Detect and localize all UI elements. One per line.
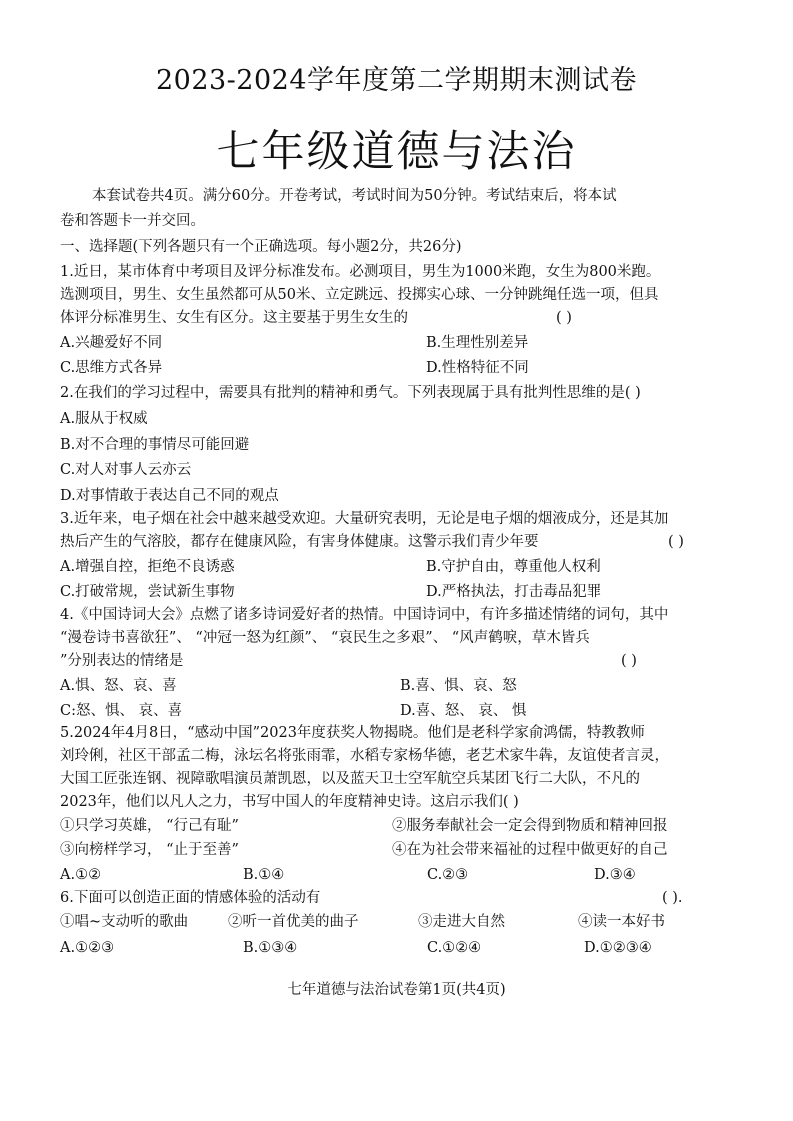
q4-option-d: D.喜、怒、 哀、 惧 [400,703,527,719]
q1-answer-paren: ( ) [556,310,572,326]
q2-option-a: A.服从于权威 [60,411,148,427]
q6-activity-4: ④读一本好书 [578,914,665,930]
instructions-line-1: 本套试卷共4页。满分60分。开卷考试，考试时间为50分钟。考试结束后，将本试 [92,188,617,204]
q3-option-a: A.增强自控，拒绝不良诱惑 [60,559,235,575]
q1-option-b: B.生理性别差异 [426,335,529,351]
section-heading: 一、选择题(下列各题只有一个正确选项。每小题2分，共26分) [60,239,462,255]
q4-stem-line-1: 4.《中国诗词大会》点燃了诸多诗词爱好者的热情。中国诗词中，有许多描述情绪的词句，其中 [60,607,669,623]
q5-option-d: D.③④ [594,867,636,883]
q5-option-b: B.①④ [243,867,285,883]
q5-statement-2: ②服务奉献社会一定会得到物质和精神回报 [392,818,668,834]
q6-option-c: C.①②④ [427,940,482,956]
q1-option-a: A.兴趣爱好不同 [60,335,163,351]
q4-option-a: A.惧、怒、哀、喜 [60,678,177,694]
q4-option-b: B.喜、惧、哀、怒 [400,678,517,694]
q6-option-a: A.①②③ [60,940,115,956]
q4-stem-line-3: ”分别表达的情绪是 [60,653,184,669]
q2-option-c: C.对人对事人云亦云 [60,462,192,478]
q4-answer-paren: ( ) [621,653,637,669]
exam-subject-title: 七年级道德与法治 [216,127,577,177]
q5-stem-line-4: 2023年，他们以凡人之力，书写中国人的年度精神史诗。这启示我们( ) [60,794,519,810]
q5-stem-line-2: 刘玲俐，社区干部孟二梅，泳坛名将张雨霏，水稻专家杨华德，老艺术家牛犇，友谊使者言灵， [60,748,669,764]
q3-stem-line-2: 热后产生的气溶胶，都存在健康风险，有害身体健康。这警示我们青少年要 [60,534,539,550]
q5-stem-line-3: 大国工匠张连钢、视障歌唱演员萧凯恩，以及蓝天卫士空军航空兵某团飞行二大队，不凡的 [60,771,640,787]
instructions-line-2: 卷和答题卡一并交回。 [60,213,205,229]
exam-main-title: 2023-2024学年度第二学期期末测试卷 [155,65,638,96]
q2-stem-line-1: 2.在我们的学习过程中，需要具有批判的精神和勇气。下列表现属于具有批判性思维的是( ) [60,385,641,401]
q2-option-d: D.对事情敢于表达自己不同的观点 [60,488,279,504]
q4-stem-line-2: “漫卷诗书喜欲狂”、 “冲冠一怒为红颜”、 “哀民生之多艰”、 “风声鹤唳，草木皆兵 [60,630,590,646]
q1-option-c: C.思维方式各异 [60,360,163,376]
page-footer: 七年道德与法治试卷第1页(共4页) [287,982,506,998]
q6-option-b: B.①③④ [243,940,298,956]
q1-stem-line-3: 体评分标准男生、女生有区分。这主要基于男生女生的 [60,310,408,326]
q5-statement-4: ④在为社会带来福祉的过程中做更好的自己 [392,842,668,858]
q6-activity-3: ③走进大自然 [418,914,505,930]
q6-option-d: D.①②③④ [584,940,652,956]
q6-answer-paren: ( ). [662,890,683,906]
q3-option-b: B.守护自由，尊重他人权利 [426,559,601,575]
q6-stem-line-1: 6.下面可以创造正面的情感体验的活动有 [60,890,321,906]
q3-stem-line-1: 3.近年来，电子烟在社会中越来越受欢迎。大量研究表明，无论是电子烟的烟液成分，还是其加 [60,511,669,527]
q1-stem-line-1: 1.近日，某市体育中考项目及评分标准发布。必测项目，男生为1000米跑，女生为800米跑。 [60,264,661,280]
q2-option-b: B.对不合理的事情尽可能回避 [60,437,250,453]
q3-option-c: C.打破常规，尝试新生事物 [60,584,235,600]
q1-option-d: D.性格特征不同 [426,360,529,376]
q3-option-d: D.严格执法，打击毒品犯罪 [426,584,602,600]
q5-option-a: A.①② [60,867,102,883]
q4-option-c: C:怒、惧、 哀、喜 [60,703,183,719]
q5-option-c: C.②③ [427,867,469,883]
q3-answer-paren: ( ) [668,534,684,550]
q5-stem-line-1: 5.2024年4月8日，“感动中国”2023年度获奖人物揭晓。他们是老科学家俞鸿儒，特教教师 [60,725,645,741]
q6-activity-2: ②听一首优美的曲子 [228,914,359,930]
q1-stem-line-2: 选测项目，男生、女生虽然都可从50米、立定跳远、投掷实心球、一分钟跳绳任选一项，但具 [60,287,659,303]
q5-statement-3: ③向榜样学习， “止于至善” [60,842,239,858]
q6-activity-1: ①唱~支动听的歌曲 [60,914,189,930]
q5-statement-1: ①只学习英雄， “行己有耻” [60,818,239,834]
